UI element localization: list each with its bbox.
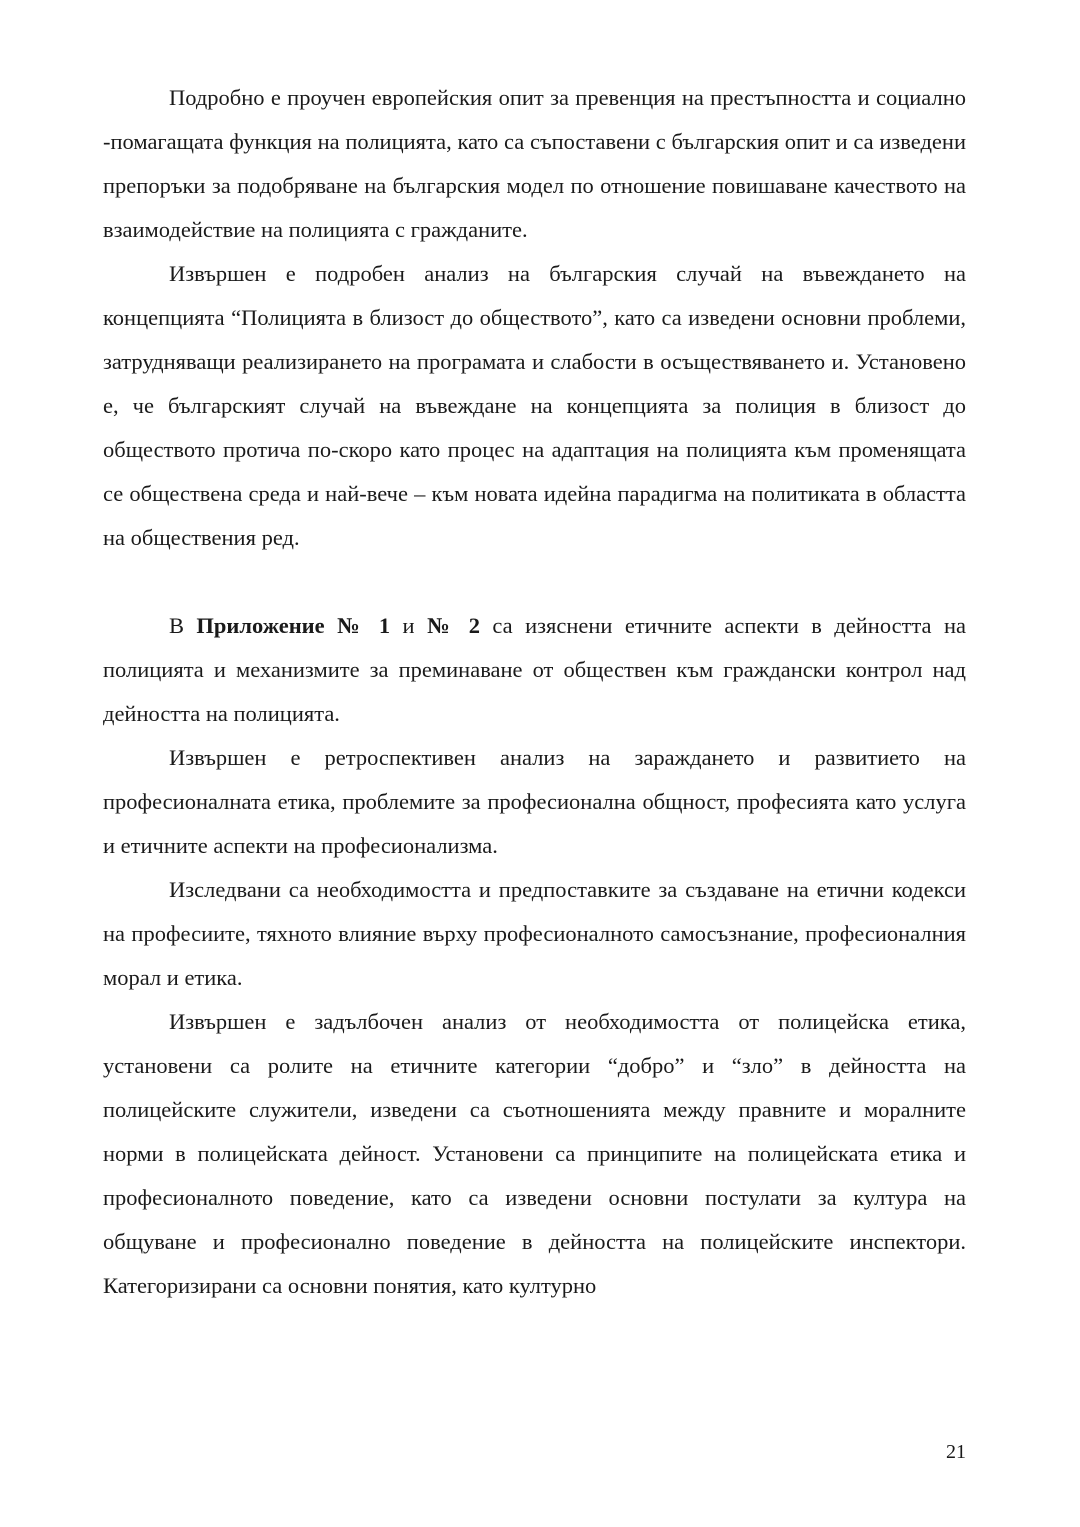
paragraph-european-experience: Подробно е проучен европейския опит за превенция на престъпността и социално -помагащата функция на полицията, като са съпоставени с българския опит и са изведени препоръки за подобряване на българския модел по отношение повишаване качеството на взаимодействие на полицията с гражданите. [103,85,966,242]
appendix-2-label: № 2 [426,613,481,638]
paragraph-police-ethics: Извършен е задълбочен анализ от необходимостта от полицейска етика, установени са ролите на етичните категории “добро” и “зло” в дейността на полицейските служители, изведени са съотношенията между правните и моралните норми в полицейската дейност. Установени са принципите на полицейската етика и професионалното поведение, като са изведени основни постулати за култура на общуване и професионално поведение в дейността на полицейските инспектори. Категоризирани са основни понятия, като културно [103,1009,966,1298]
paragraph-gap [103,560,966,604]
paragraph-ethical-codes: Изследвани са необходимостта и предпоставките за създаване на етични кодекси на професиите, тяхното влияние върху професионалното самосъзнание, професионалния морал и етика. [103,877,966,990]
paragraph-appendix [103,604,966,736]
paragraph-retrospective-analysis: Извършен е ретроспективен анализ на зараждането и развитието на професионалната етика, проблемите за професионална общност, професията като услуга и етичните аспекти на професионализма. [103,745,966,858]
appendix-conjunction-text: и [390,613,427,638]
appendix-1-label: Приложение № 1 [196,613,391,638]
paragraph-bulgarian-case: Извършен е подробен анализ на българския случай на въвеждането на концепцията “Полицията в близост до обществото”, като са изведени основни проблеми, затрудняващи реализирането на програмата и слабости в осъществяването и. Установено е, че българският случай на въвеждане на концепцията за полиция в близост до обществото протича по-скоро като процес на адаптация на полицията към променящата се обществена среда и най-вече – към новата идейна парадигма на политиката в областта на обществения ред. [103,261,966,550]
appendix-description-text: са изяснени етичните аспекти в дейността на полицията и механизмите за преминаване от обществен към граждански контрол над дейността на полицията. [103,613,966,726]
appendix-intro-text: В [169,613,197,638]
page-number: 21 [946,1441,966,1463]
document-body [103,76,966,1308]
